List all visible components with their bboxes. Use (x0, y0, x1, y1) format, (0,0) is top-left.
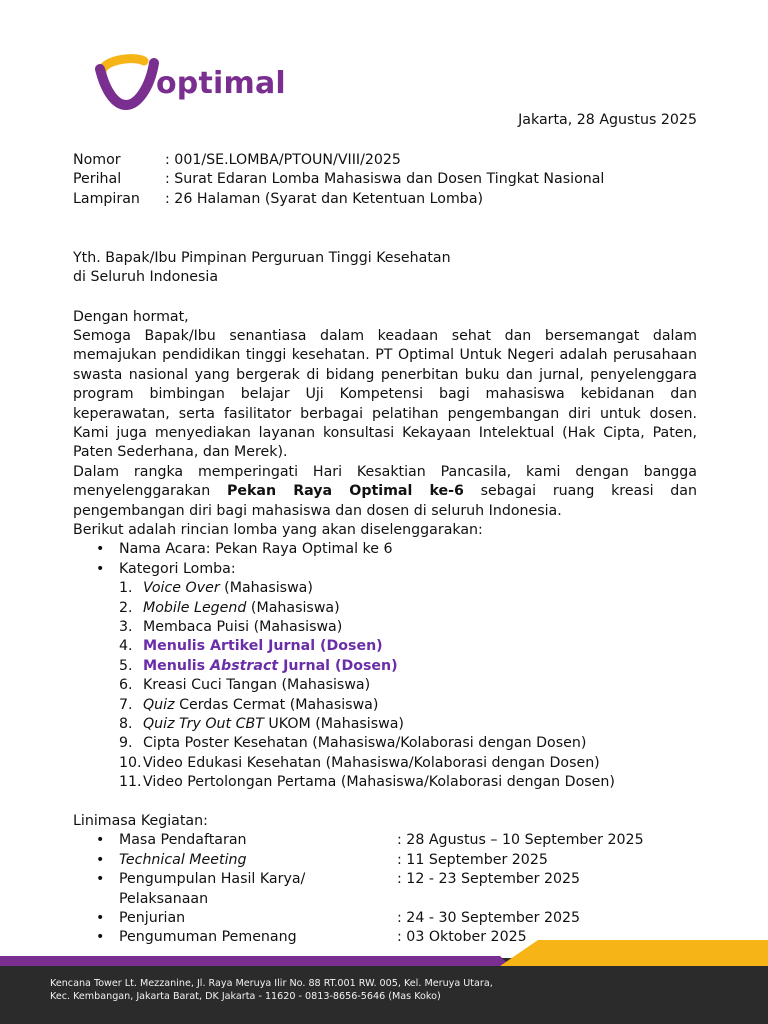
timeline-list (73, 831, 697, 947)
category-item: 3. Membaca Puisi (Mahasiswa) (119, 619, 343, 636)
footer-address: Kencana Tower Lt. Mezzanine, Jl. Raya Meruya Ilir No. 88 RT.001 RW. 005, Kel. Meruya Utara, Kec. Kembangan, Jakarta Barat, DK Jakarta - 11620 - 0813-8656-5646 (Mas Koko) (50, 978, 493, 1002)
timeline-item: • Masa Pendaftaran : 28 Agustus – 10 September 2025 (73, 831, 697, 850)
event-name-item: • Nama Acara: Pekan Raya Optimal ke 6 (73, 540, 697, 559)
meta-perihal: Perihal : Surat Edaran Lomba Mahasiswa dan Dosen Tingkat Nasional (73, 171, 605, 188)
category-item: 1. Voice Over (Mahasiswa) (119, 580, 313, 597)
event-details: Berikut adalah rincian lomba yang akan diselenggarakan: • Nama Acara: Pekan Raya Optimal ke 6 • Kategori Lomba: 1. Voice Over (Mahasiswa) 2. Mobile Legend (Mahasiswa) 3. Membaca Puisi (Mahasiswa) 4. Menulis Artikel Jurnal (Dosen) 5. Menulis Abstract Jurnal (Dosen) 6. Kreasi Cuci Tangan (Mahasiswa) 7. Quiz Cerdas Cermat (Mahasiswa) 8. Quiz Try Out CBT UKOM (Mahasiswa) 9. Cipta Poster Kesehatan (Mahasiswa/Kolaborasi dengan Dosen) 10. Video Edukasi Kesehatan (Mahasiswa/Kolaborasi dengan Dosen) 11. Video Pertolongan Pertama (Mahasiswa/Kolaborasi dengan Dosen) (73, 521, 697, 793)
categories-item: • Kategori Lomba: (73, 560, 697, 579)
greeting: Dengan hormat, (73, 309, 189, 325)
category-item: 4. Menulis Artikel Jurnal (Dosen) (119, 638, 383, 655)
letter-meta (73, 151, 697, 209)
paragraph-event: Dalam rangka memperingati Hari Kesaktian Pancasila, kami dengan bangga menyelenggarakan Pekan Raya Optimal ke-6 sebagai ruang kreasi dan pengembangan diri bagi mahasiswa dan dosen di seluruh Indonesia. (73, 464, 697, 519)
category-item: 8. Quiz Try Out CBT UKOM (Mahasiswa) (119, 716, 404, 733)
date-line: Jakarta, 28 Agustus 2025 (518, 112, 697, 128)
timeline-item: • Technical Meeting : 11 September 2025 (73, 851, 697, 870)
event-bullets (73, 540, 697, 579)
timeline-item: • Pengumuman Pemenang : 03 Oktober 2025 (73, 928, 697, 947)
optimal-logo-icon (92, 53, 162, 113)
category-item: 9. Cipta Poster Kesehatan (Mahasiswa/Kolaborasi dengan Dosen) (119, 735, 587, 752)
category-item: 7. Quiz Cerdas Cermat (Mahasiswa) (119, 696, 379, 713)
meta-lampiran: Lampiran : 26 Halaman (Syarat dan Ketentuan Lomba) (73, 190, 484, 207)
timeline-block: Linimasa Kegiatan: • Masa Pendaftaran : 28 Agustus – 10 September 2025 • Technical Meeting : 11 September 2025 • Pengumpulan Hasil Karya/ Pelaksanaan : 12 - 23 September 2025 • Penjurian : 24 - 30 September 2025 • Pengumuman Pemenang : 03 Oktober 2025 (73, 812, 697, 948)
company-logo (92, 52, 286, 114)
timeline-item: • Pengumpulan Hasil Karya/ Pelaksanaan : 12 - 23 September 2025 (73, 870, 697, 909)
category-item: 10. Video Edukasi Kesehatan (Mahasiswa/Kolaborasi dengan Dosen) (119, 754, 600, 771)
timeline-item: • Penjurian : 24 - 30 September 2025 (73, 909, 697, 928)
recipient-block: Yth. Bapak/Ibu Pimpinan Perguruan Tinggi Kesehatan di Seluruh Indonesia (73, 250, 451, 286)
meta-nomor: Nomor : 001/SE.LOMBA/PTOUN/VIII/2025 (73, 152, 401, 168)
category-item: 11. Video Pertolongan Pertama (Mahasiswa/Kolaborasi dengan Dosen) (119, 774, 615, 791)
footer-band (0, 940, 768, 1024)
category-item: 5. Menulis Abstract Jurnal (Dosen) (119, 657, 398, 674)
category-item: 6. Kreasi Cuci Tangan (Mahasiswa) (119, 677, 371, 694)
logo-wordmark: optimal (156, 65, 286, 101)
paragraph-intro: Semoga Bapak/Ibu senantiasa dalam keadaan sehat dan bersemangat dalam memajukan pendidikan tinggi kesehatan. PT Optimal Untuk Negeri adalah perusahaan swasta nasional yang bergerak di bidang penerbitan buku dan jurnal, penyelenggara program bimbingan belajar Uji Kompetensi bagi mahasiswa kebidanan dan keperawatan, serta fasilitator berbagai pelatihan pengembangan diri untuk dosen. Kami juga menyediakan layanan konsultasi Kekayaan Intelektual (Hak Cipta, Paten, Paten Sederhana, dan Merek). (73, 328, 697, 461)
category-list (73, 579, 697, 792)
category-item: 2. Mobile Legend (Mahasiswa) (119, 599, 340, 616)
